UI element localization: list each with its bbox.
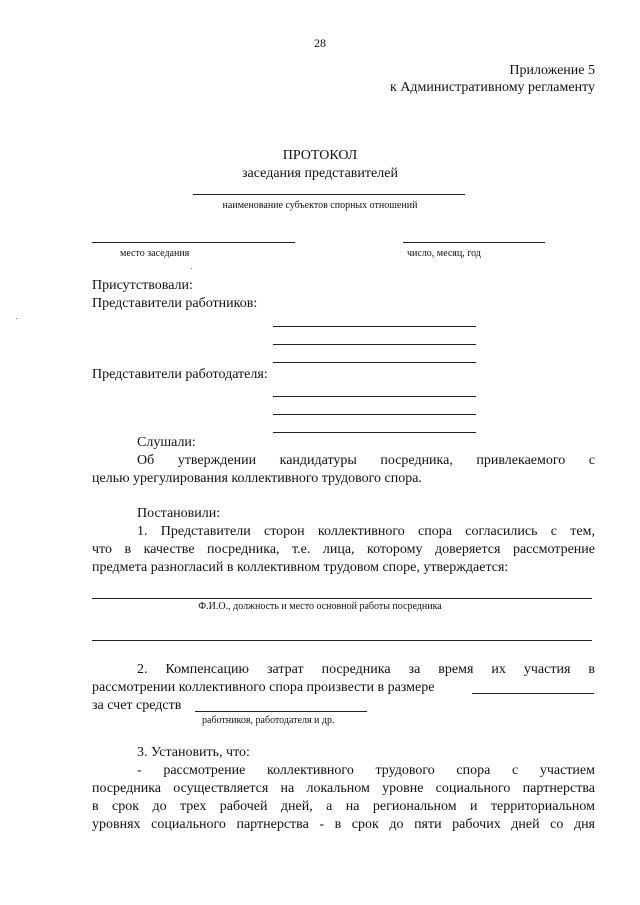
mediator-caption: Ф.И.О., должность и место основной работы посредника [198,601,442,612]
item3-line-4: уровнях социального партнерства - в срок до пяти рабочих дней со дня [92,817,595,832]
item3-line-3: в срок до трех рабочей дней, а на региональном и территориальном [92,799,595,814]
item2-line-1: 2. Компенсацию затрат посредника за время их участия в [137,662,595,677]
item3-label: 3. Установить, что: [137,745,250,760]
employer-rep-line-1 [273,396,476,397]
heard-line-2: целью урегулирования коллективного трудового спора. [92,471,422,486]
workers-reps-label: Представители работников: [92,296,258,311]
document-title: ПРОТОКОЛ [282,148,358,163]
date-fill-line [403,242,545,243]
workers-rep-line-2 [273,344,476,345]
appendix-number: Приложение 5 [509,63,595,78]
page-number: 28 [314,36,326,50]
employer-rep-line-3 [273,432,476,433]
date-caption: число, месяц, год [407,248,481,259]
item3-line-2: посредника осуществляется на локальном уровне социального партнерства [92,781,595,796]
scan-dot [191,268,192,269]
funds-caption: работников, работодателя и др. [202,715,335,726]
item1-line-3: предмета разногласий в коллективном трудовом споре, утверждается: [92,560,509,575]
mediator-fill-line [92,598,592,599]
item2-line-3: за счет средств [92,698,182,713]
heard-line-1: Об утверждении кандидатуры посредника, привлекаемого с [137,453,595,468]
item2-line-2: рассмотрении коллективного спора произвести в размере [92,680,435,695]
funds-fill-line [195,711,367,712]
mediator-fill-line-2 [92,640,592,641]
employer-rep-line-2 [273,414,476,415]
employer-reps-label: Представители работодателя: [92,367,268,382]
amount-fill-line [472,693,594,694]
subjects-fill-line [193,194,465,195]
workers-rep-line-3 [273,362,476,363]
scan-dot [16,318,17,319]
decided-label: Постановили: [137,506,221,521]
document-subtitle: заседания представителей [242,166,398,181]
item1-line-1: 1. Представители сторон коллективного спора согласились с тем, [137,524,595,539]
place-fill-line [92,242,295,243]
item3-line-1: - рассмотрение коллективного трудового спора с участием [137,763,595,778]
item1-line-2: что в качестве посредника, т.е. лица, которому доверяется рассмотрение [92,542,595,557]
heard-label: Слушали: [137,435,196,450]
present-label: Присутствовали: [92,278,193,293]
subjects-caption: наименование субъектов спорных отношений [222,200,418,211]
appendix-regulation: к Административному регламенту [390,80,595,95]
place-caption: место заседания [120,248,190,259]
workers-rep-line-1 [273,326,476,327]
